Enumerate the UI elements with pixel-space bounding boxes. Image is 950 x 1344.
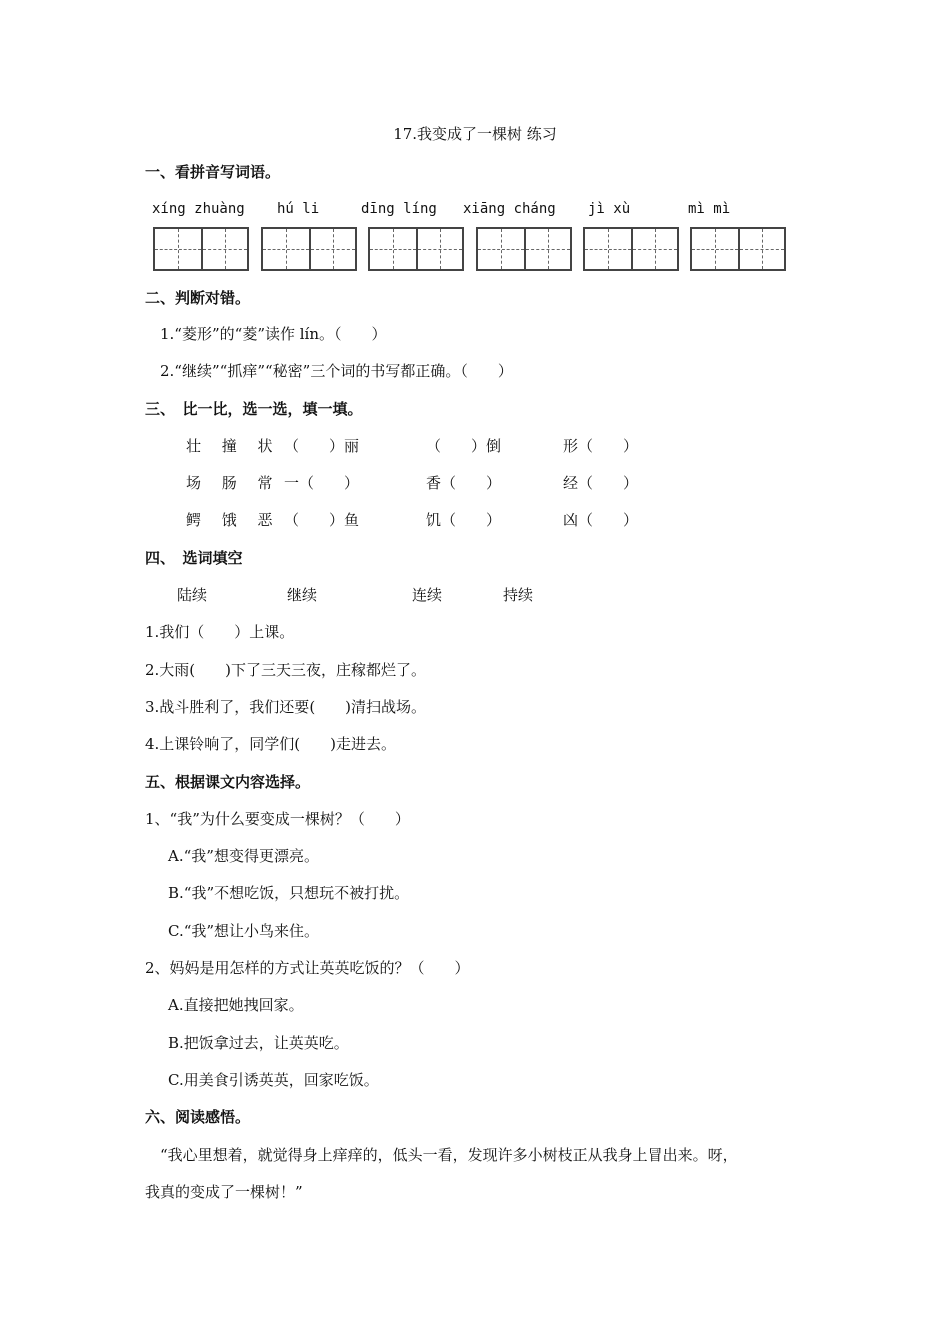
fill-3-2: 饥（ ） xyxy=(426,511,502,529)
pinyin-5: jì xù xyxy=(588,201,631,217)
pinyin-6: mì mì xyxy=(688,201,731,217)
section-1-heading: 一、看拼音写词语。 xyxy=(145,163,281,181)
writing-grid-6[interactable] xyxy=(690,227,786,271)
word-option-2: 继续 xyxy=(287,586,318,604)
question-1-option-c: C.“我”想让小鸟来住。 xyxy=(168,922,320,940)
fill-sentence-2: 2.大雨( )下了三天三夜，庄稼都烂了。 xyxy=(145,661,427,679)
fill-2-1: 一（ ） xyxy=(284,474,360,492)
fill-sentence-3: 3.战斗胜利了，我们还要( )清扫战场。 xyxy=(145,698,427,716)
page-title: 17.我变成了一棵树 练习 xyxy=(393,125,557,143)
pinyin-4: xiāng cháng xyxy=(463,201,556,217)
fill-3-3: 凶（ ） xyxy=(563,511,639,529)
reading-passage-line-2: 我真的变成了一棵树！” xyxy=(145,1183,303,1201)
fill-sentence-1: 1.我们（ ）上课。 xyxy=(145,623,295,641)
writing-grid-5[interactable] xyxy=(583,227,679,271)
writing-grid-1[interactable] xyxy=(153,227,249,271)
pinyin-1: xíng zhuàng xyxy=(152,201,245,217)
word-option-1: 陆续 xyxy=(177,586,208,604)
question-1-stem: 1、“我”为什么要变成一棵树？（ ） xyxy=(145,810,410,828)
pinyin-3: dīng líng xyxy=(361,201,437,217)
pinyin-2: hú li xyxy=(277,201,320,217)
section-4-heading: 四、 选词填空 xyxy=(145,549,243,567)
fill-1-2: （ ）倒 xyxy=(426,437,502,455)
word-option-3: 连续 xyxy=(412,586,443,604)
section-5-heading: 五、根据课文内容选择。 xyxy=(145,773,311,791)
reading-passage-line-1: “我心里想着，就觉得身上痒痒的，低头一看，发现许多小树枝正从我身上冒出来。呀， xyxy=(160,1146,738,1164)
fill-1-3: 形（ ） xyxy=(563,437,639,455)
section-3-heading: 三、 比一比，选一选，填一填。 xyxy=(145,400,363,418)
question-2-stem: 2、妈妈是用怎样的方式让英英吃饭的？（ ） xyxy=(145,959,470,977)
char-group-1: 壮 撞 状 xyxy=(186,437,281,455)
question-1-option-b: B.“我”不想吃饭，只想玩不被打扰。 xyxy=(168,884,410,902)
judge-item-1: 1.“菱形”的“菱”读作 lín。（ ） xyxy=(160,325,387,343)
writing-grid-4[interactable] xyxy=(476,227,572,271)
word-option-4: 持续 xyxy=(503,586,534,604)
question-1-option-a: A.“我”想变得更漂亮。 xyxy=(168,847,319,865)
question-2-option-c: C.用美食引诱英英，回家吃饭。 xyxy=(168,1071,379,1089)
fill-1-1: （ ）丽 xyxy=(284,437,360,455)
section-2-heading: 二、判断对错。 xyxy=(145,289,251,307)
char-group-3: 鳄 饿 恶 xyxy=(186,511,281,529)
writing-grid-2[interactable] xyxy=(261,227,357,271)
question-2-option-a: A.直接把她拽回家。 xyxy=(168,996,304,1014)
question-2-option-b: B.把饭拿过去，让英英吃。 xyxy=(168,1034,349,1052)
fill-2-3: 经（ ） xyxy=(563,474,639,492)
judge-item-2: 2.“继续”“抓痒”“秘密”三个词的书写都正确。（ ） xyxy=(160,362,513,380)
writing-grid-3[interactable] xyxy=(368,227,464,271)
fill-2-2: 香（ ） xyxy=(426,474,502,492)
char-group-2: 场 肠 常 xyxy=(186,474,281,492)
fill-3-1: （ ）鱼 xyxy=(284,511,360,529)
section-6-heading: 六、阅读感悟。 xyxy=(145,1108,251,1126)
fill-sentence-4: 4.上课铃响了，同学们( )走进去。 xyxy=(145,735,397,753)
